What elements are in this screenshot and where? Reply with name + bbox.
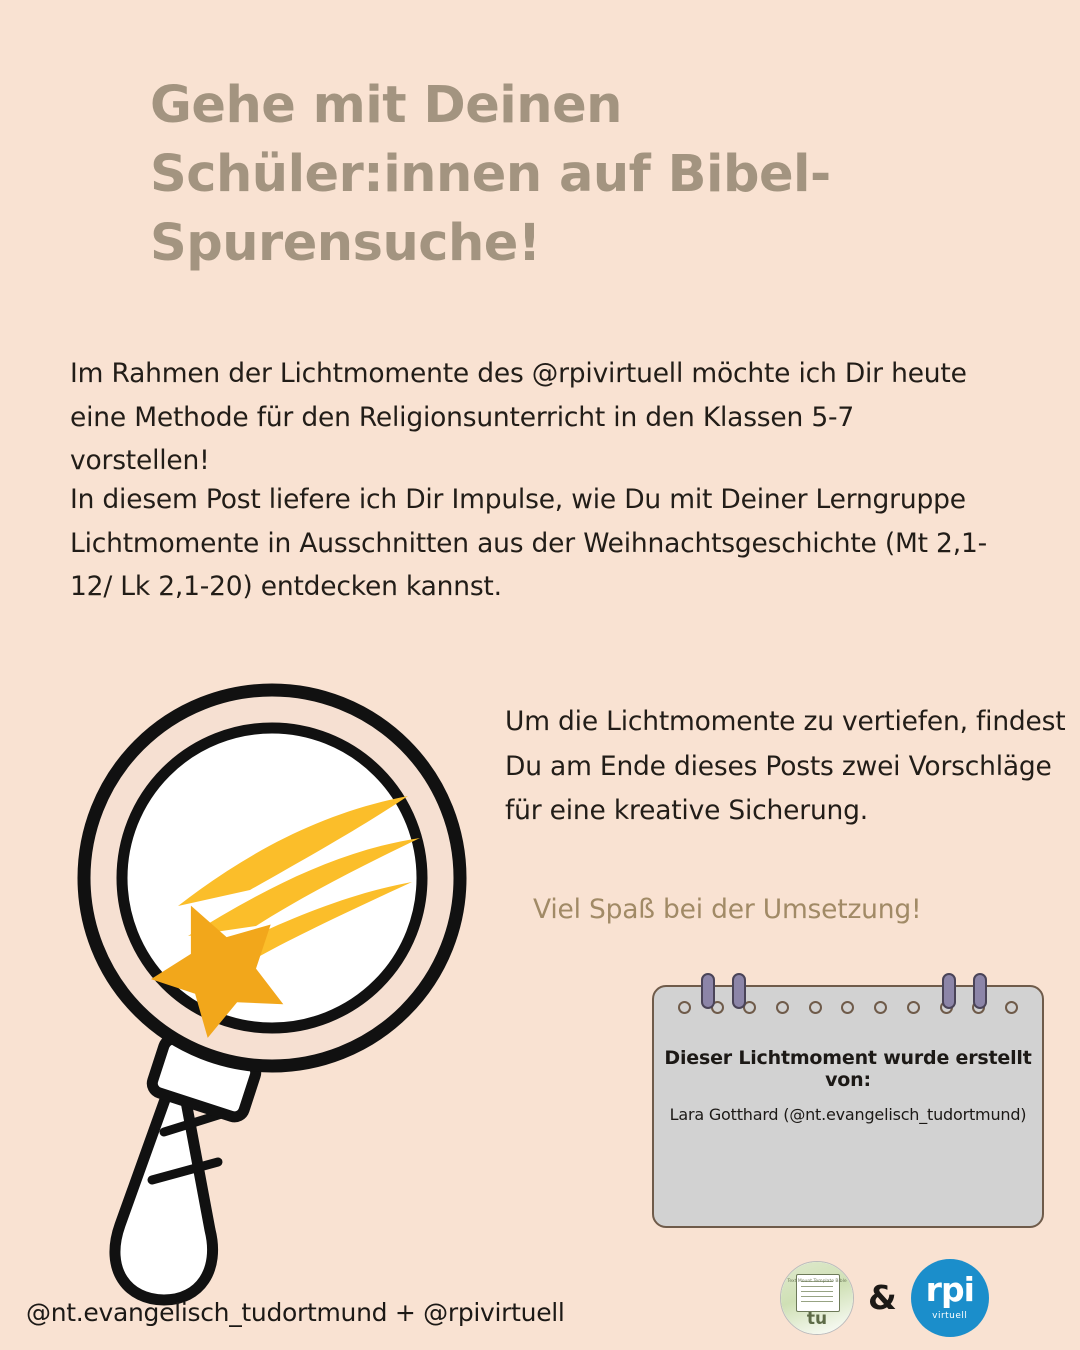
- notepad-hole: [907, 1001, 920, 1014]
- credit-notepad: [652, 985, 1044, 1228]
- credit-heading: Dieser Lichtmoment wurde erstellt von:: [664, 1047, 1032, 1091]
- tu-dortmund-logo: [780, 1261, 854, 1335]
- notepad-ring: [701, 973, 715, 1009]
- description-paragraph: In diesem Post liefere ich Dir Impulse, wie Du mit Deiner Lerngruppe Lichtmomente in Ausschnitten aus der Weihnachtsgeschichte (Mt 2,1-12/ Lk 2,1-20) entdecken kannst.: [70, 484, 987, 603]
- rpi-logo-sublabel: virtuell: [932, 1310, 968, 1321]
- magnifying-glass-icon: [60, 650, 480, 1310]
- deepening-paragraph: Um die Lichtmomente zu vertiefen, findest Du am Ende dieses Posts zwei Vorschläge für eine kreative Sicherung.: [505, 706, 1066, 827]
- notepad-ring: [942, 973, 956, 1009]
- tu-logo-caption: Text Mount Template Bible: [787, 1278, 847, 1284]
- footer-handles: @nt.evangelisch_tudortmund + @rpivirtuell: [26, 1298, 565, 1327]
- notepad-hole: [874, 1001, 887, 1014]
- notepad-hole: [1005, 1001, 1018, 1014]
- intro-paragraph: Im Rahmen der Lichtmomente des @rpivirtuell möchte ich Dir heute eine Methode für den Religionsunterricht in den Klassen 5-7 vorstellen!: [70, 358, 967, 477]
- tu-logo-label: tu: [806, 1308, 828, 1329]
- page-title: Gehe mit Deinen Schüler:innen auf Bibel-Spurensuche!: [150, 76, 831, 273]
- notepad-hole: [841, 1001, 854, 1014]
- notepad-hole: [678, 1001, 691, 1014]
- credit-author: Lara Gotthard (@nt.evangelisch_tudortmund): [669, 1105, 1027, 1124]
- closing-line: Viel Spaß bei der Umsetzung!: [533, 894, 922, 925]
- logo-row: [780, 1255, 1060, 1340]
- notepad-ring: [732, 973, 746, 1009]
- rpi-logo-label: rpi: [925, 1269, 974, 1309]
- notepad-ring: [973, 973, 987, 1009]
- rpi-virtuell-logo: [911, 1259, 989, 1337]
- notepad-hole: [776, 1001, 789, 1014]
- notepad-hole: [809, 1001, 822, 1014]
- logo-separator: &: [868, 1278, 897, 1317]
